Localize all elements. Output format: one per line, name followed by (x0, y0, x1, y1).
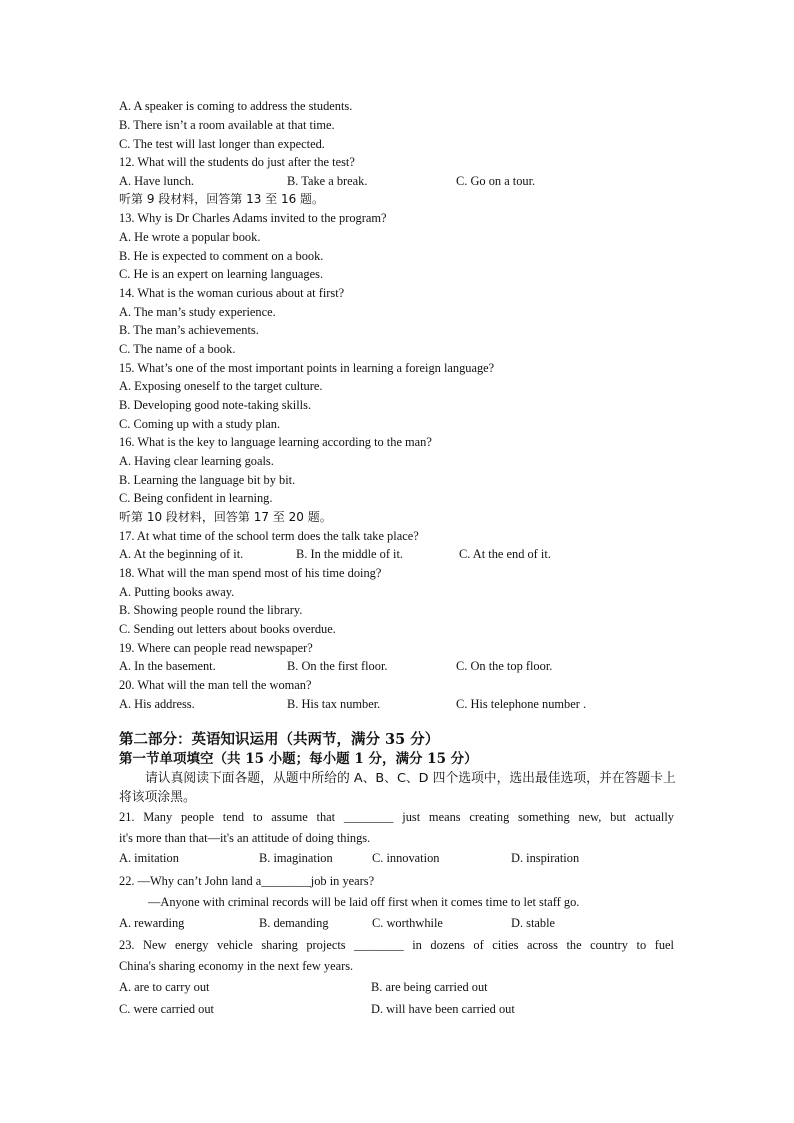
option-c: C. Sending out letters about books overdue. (119, 622, 336, 636)
option-line: C. The test will last longer than expected. (119, 137, 325, 151)
option-a: A. are to carry out (119, 980, 210, 994)
option-a: A. His address. (119, 697, 195, 711)
option-c: C. Being confident in learning. (119, 491, 273, 505)
option-c: C. On the top floor. (456, 659, 553, 673)
option-a: A. Putting books away. (119, 585, 235, 599)
option-b: B. Take a break. (287, 174, 368, 188)
option-b: B. are being carried out (371, 980, 488, 994)
option-c: C. worthwhile (372, 916, 443, 930)
part-2-title: 第二部分：英语知识运用（共两节，满分 35 分） (119, 731, 440, 748)
question-20: 20. What will the man tell the woman? (119, 678, 312, 692)
question-23-line-2: China's sharing economy in the next few years. (119, 959, 354, 973)
option-b: B. Showing people round the library. (119, 603, 303, 617)
option-c: C. were carried out (119, 1002, 214, 1016)
option-a: A. He wrote a popular book. (119, 230, 261, 244)
option-b: B. imagination (259, 851, 333, 865)
question-17: 17. At what time of the school term does the talk take place? (119, 529, 419, 543)
section-header-9: 听第 9 段材料，回答第 13 至 16 题。 (119, 192, 325, 206)
question-15: 15. What’s one of the most important points in learning a foreign language? (119, 361, 495, 375)
option-d: D. will have been carried out (371, 1002, 515, 1016)
question-21-line-2: it's more than that—it's an attitude of doing things. (119, 831, 371, 845)
option-a: A. rewarding (119, 916, 185, 930)
question-18: 18. What will the man spend most of his time doing? (119, 566, 382, 580)
option-line: A. A speaker is coming to address the students. (119, 99, 353, 113)
option-b: B. Learning the language bit by bit. (119, 473, 296, 487)
option-c: C. Go on a tour. (456, 174, 536, 188)
option-b: B. He is expected to comment on a book. (119, 249, 324, 263)
option-d: D. stable (511, 916, 556, 930)
option-line: B. There isn’t a room available at that time. (119, 118, 335, 132)
question-16: 16. What is the key to language learning according to the man? (119, 435, 432, 449)
option-b: B. On the first floor. (287, 659, 388, 673)
option-c: C. Coming up with a study plan. (119, 417, 281, 431)
option-c: C. The name of a book. (119, 342, 236, 356)
section-1-title: 第一节单项填空（共 15 小题；每小题 1 分，满分 15 分） (119, 751, 478, 767)
option-b: B. His tax number. (287, 697, 381, 711)
question-14: 14. What is the woman curious about at first? (119, 286, 345, 300)
section-header-10: 听第 10 段材料，回答第 17 至 20 题。 (119, 510, 332, 524)
option-b: B. The man’s achievements. (119, 323, 259, 337)
option-a: A. Exposing oneself to the target culture. (119, 379, 323, 393)
option-c: C. He is an expert on learning languages. (119, 267, 324, 281)
question-21-line-1: 21. Many people tend to assume that ________ just means creating something new, but actually (119, 810, 674, 824)
instructions: 请认真阅读下面各题，从题中所给的 A、B、C、D 四个选项中，选出最佳选项，并在答题卡上将该项涂黑。 (119, 771, 676, 805)
question-19: 19. Where can people read newspaper? (119, 641, 313, 655)
option-a: A. At the beginning of it. (119, 547, 244, 561)
option-b: B. Developing good note-taking skills. (119, 398, 312, 412)
question-12: 12. What will the students do just after the test? (119, 155, 355, 169)
option-c: C. At the end of it. (459, 547, 551, 561)
option-c: C. innovation (372, 851, 440, 865)
option-c: C. His telephone number . (456, 697, 587, 711)
option-a: A. In the basement. (119, 659, 216, 673)
question-13: 13. Why is Dr Charles Adams invited to the program? (119, 211, 387, 225)
question-22-line-1: 22. —Why can’t John land a________job in years? (119, 874, 375, 888)
option-b: B. In the middle of it. (296, 547, 404, 561)
option-b: B. demanding (259, 916, 329, 930)
option-d: D. inspiration (511, 851, 580, 865)
question-23-line-1: 23. New energy vehicle sharing projects ________ in dozens of cities across the country to fuel (119, 938, 674, 952)
option-a: A. imitation (119, 851, 179, 865)
question-22-line-2: —Anyone with criminal records will be laid off first when it comes time to let staff go. (148, 895, 580, 909)
option-a: A. The man’s study experience. (119, 305, 276, 319)
option-a: A. Have lunch. (119, 174, 195, 188)
option-a: A. Having clear learning goals. (119, 454, 274, 468)
